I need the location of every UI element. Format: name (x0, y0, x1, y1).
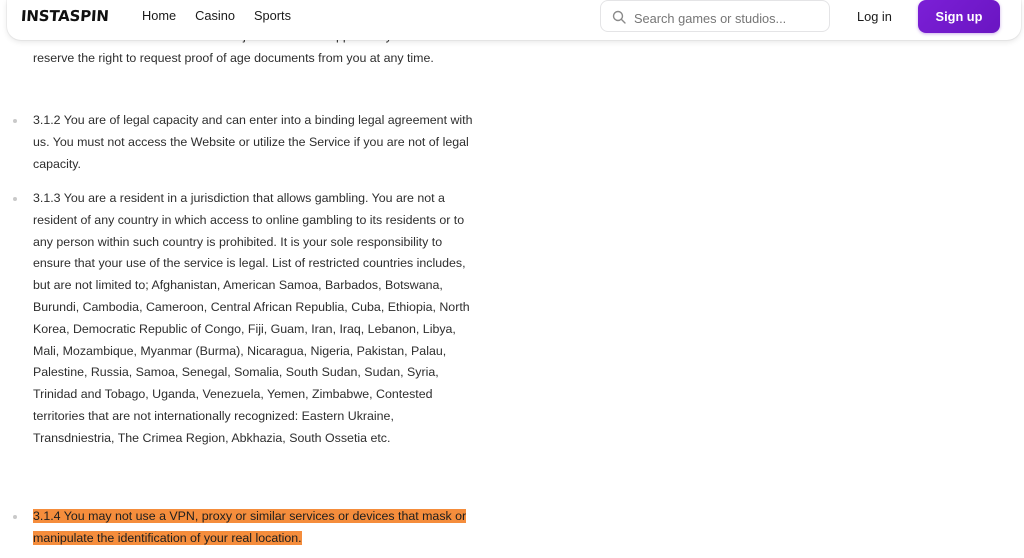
login-button[interactable]: Log in (857, 9, 892, 24)
highlighted-clause-text: 3.1.4 You may not use a VPN, proxy or similar services or devices that mask or manipulate the identification of your real location. (33, 509, 467, 545)
main-nav (142, 8, 291, 23)
nav-sports-link[interactable]: Sports (253, 8, 291, 23)
search-input[interactable] (632, 6, 826, 30)
terms-clause-3-1-4 (0, 506, 473, 550)
clause-text: 3.1.3 You are a resident in a jurisdiction that allows gambling. You are not a resident of any country in which access to online gambling to its residents or to any person within such country is prohibited. It is your sole responsibility to ensure that your use of the service is legal. List of restricted countries includes, but are not limited to; Afghanistan, American Samoa, Barbados, Botswana, Burundi, Cambodia, Cameroon, Central African Republia, Cuba, Ethiopia, North Korea, Democratic Republic of Congo, Fiji, Guam, Iran, Iraq, Lebanon, Libya, Mali, Mozambique, Myanmar (Burma), Nicaragua, Nigeria, Pakistan, Palau, Palestine, Russia, Samoa, Senegal, Somalia, South Sudan, Sudan, Syria, Trinidad and Tobago, Uganda, Venezuela, Yemen, Zimbabwe, Contested territories that are not internationally recognized: Eastern Ukraine, Transdniestria, The Crimea Region, Abkhazia, South Ossetia etc. (33, 191, 470, 445)
list-bullet (13, 515, 17, 519)
top-navbar (7, 0, 1021, 40)
nav-home-link[interactable]: Home (142, 8, 177, 23)
instaspin-logo[interactable]: INSTASPIN (20, 7, 110, 25)
terms-clause-3-1-3 (0, 188, 473, 450)
search-box[interactable] (600, 0, 830, 32)
clause-text: 3.1.2 You are of legal capacity and can enter into a binding legal agreement with us. You must not access the Website or utilize the Service if you are not of legal capacity. (33, 113, 473, 171)
search-icon (612, 10, 626, 24)
terms-clause-3-1-2 (0, 110, 473, 175)
signup-button[interactable]: Sign up (918, 0, 1000, 33)
list-bullet (13, 197, 17, 201)
clause-text: reserve the right to request proof of age documents from you at any time. (33, 50, 434, 65)
list-bullet (13, 119, 17, 123)
nav-casino-link[interactable]: Casino (195, 8, 235, 23)
